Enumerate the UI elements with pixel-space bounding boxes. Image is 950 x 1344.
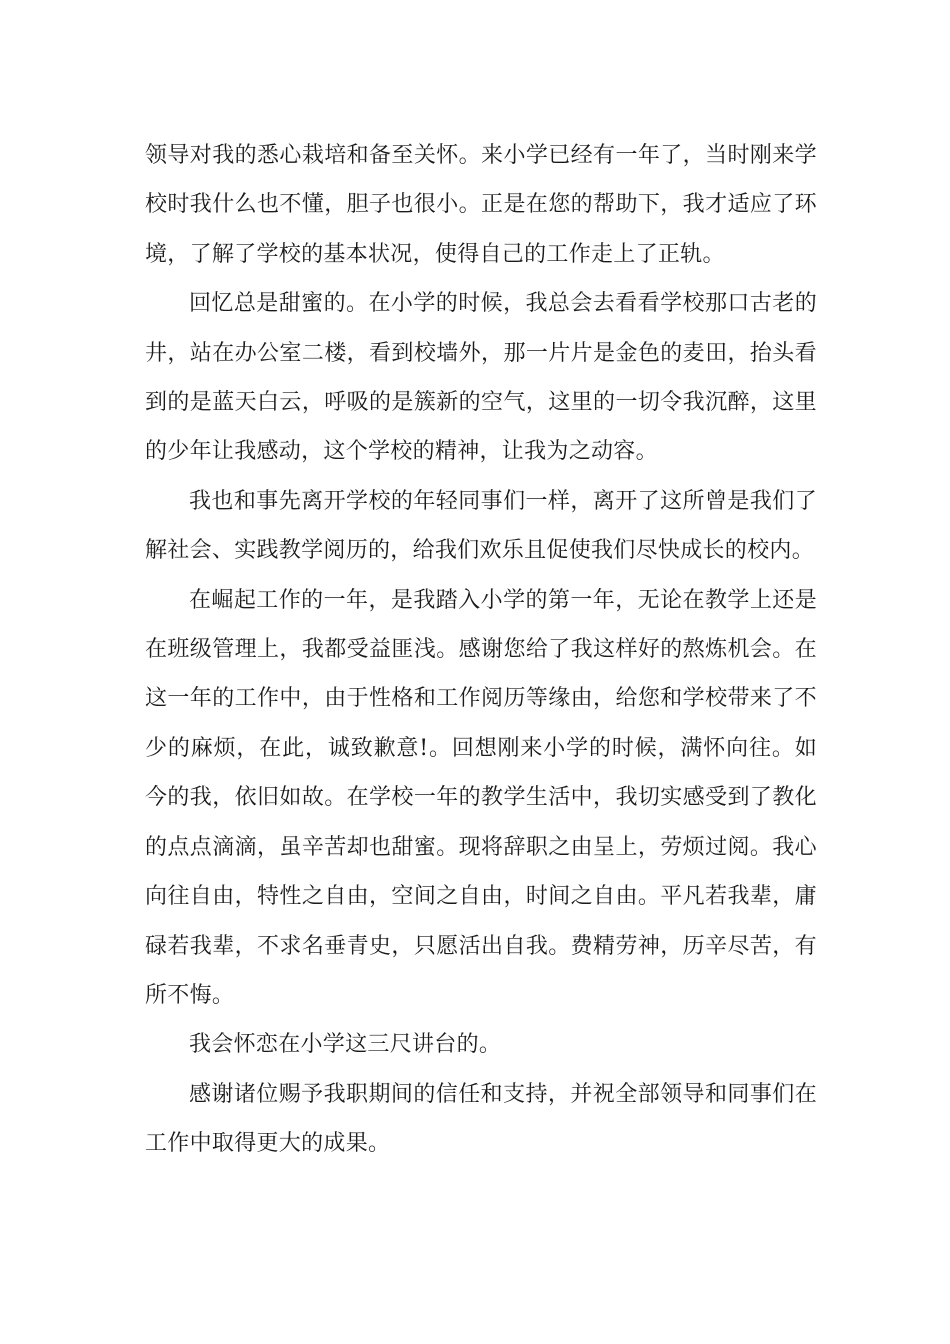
paragraph-6: 感谢诸位赐予我职期间的信任和支持，并祝全部领导和同事们在工作中取得更大的成果。 <box>145 1081 817 1157</box>
paragraph-5: 我会怀恋在小学这三尺讲台的。 <box>189 1032 502 1058</box>
paragraph-4: 在崛起工作的一年，是我踏入小学的第一年，无论在教学上还是在班级管理上，我都受益匪浅。感谢您给了我这样好的熬炼机会。在这一年的工作中，由于性格和工作阅历等缘由，给您和学校带来了不少的麻烦，在此，诚致歉意!。回想刚来小学的时候，满怀向往。如今的我，依旧如故。在学校一年的教学生活中，我切实感受到了教化的点点滴滴，虽辛苦却也甜蜜。现将辞职之由呈上，劳烦过阅。我心向往自由，特性之自由，空间之自由，时间之自由。平凡若我辈，庸碌若我辈，不求名垂青史，只愿活出自我。费精劳神，历辛尽苦，有所不悔。 <box>145 587 817 1008</box>
paragraph-1: 领导对我的悉心栽培和备至关怀。来小学已经有一年了，当时刚来学校时我什么也不懂，胆子也很小。正是在您的帮助下，我才适应了环境，了解了学校的基本状况，使得自己的工作走上了正轨。 <box>145 143 817 267</box>
paragraph-2: 回忆总是甜蜜的。在小学的时候，我总会去看看学校那口古老的井，站在办公室二楼，看到校墙外，那一片片是金色的麦田，抬头看到的是蓝天白云，呼吸的是簇新的空气，这里的一切令我沉醉，这里的少年让我感动，这个学校的精神，让我为之动容。 <box>145 291 817 465</box>
paragraph-3: 我也和事先离开学校的年轻同事们一样，离开了这所曾是我们了解社会、实践教学阅历的，给我们欢乐且促使我们尽快成长的校内。 <box>145 488 817 564</box>
document-body <box>145 131 817 1169</box>
